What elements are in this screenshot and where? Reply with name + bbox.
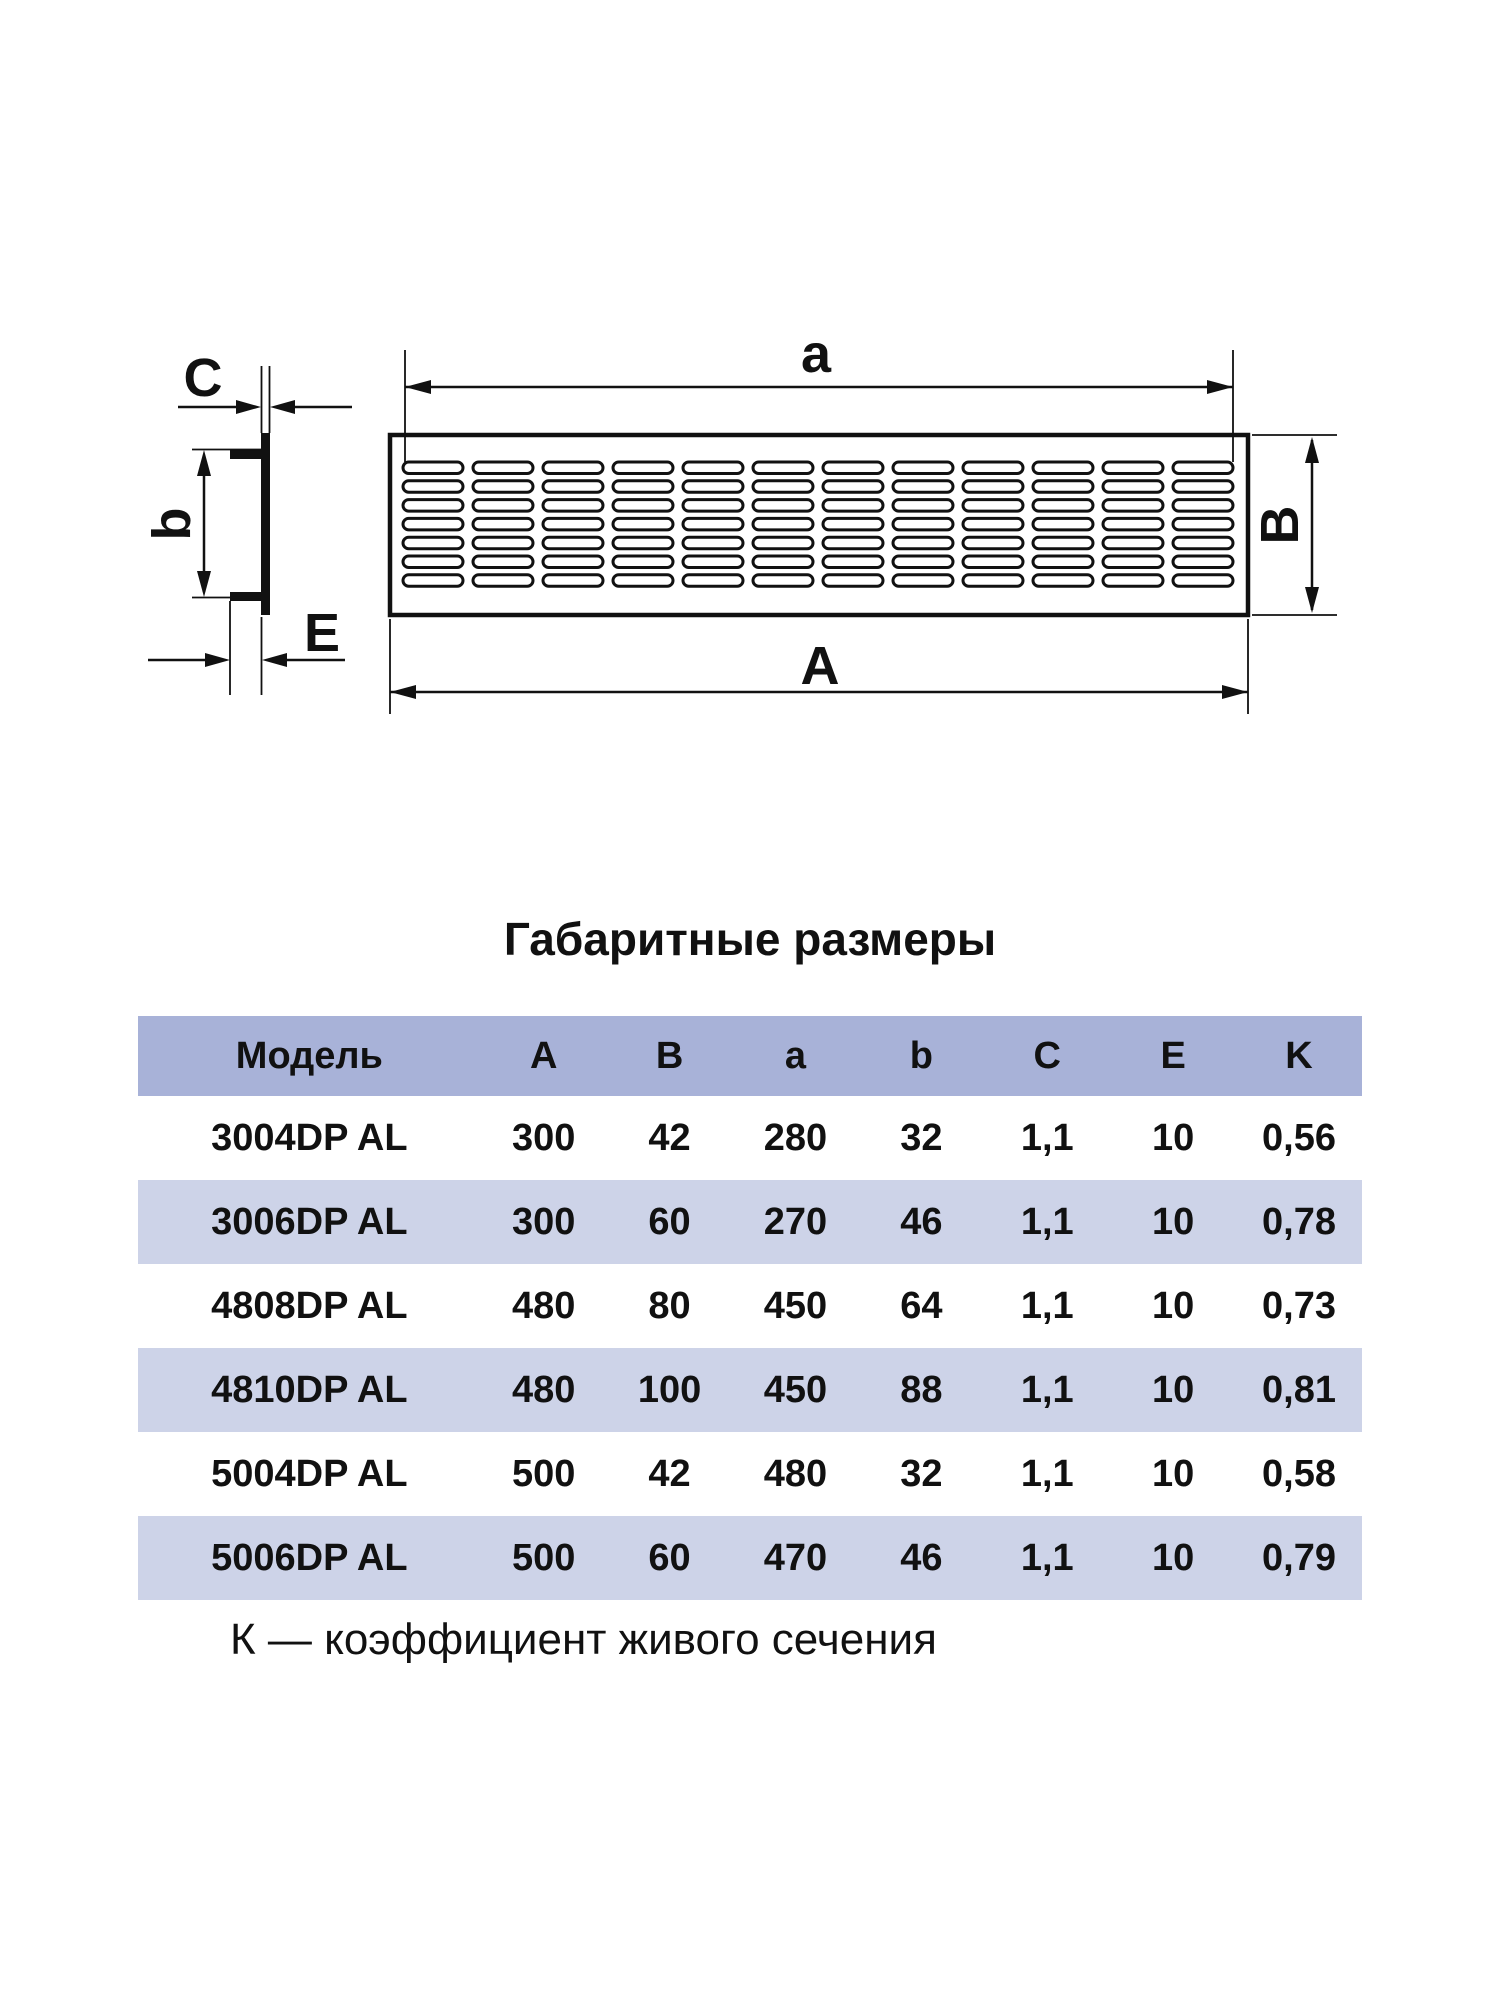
- grille-slot: [683, 537, 743, 549]
- grille-slot: [1103, 500, 1163, 512]
- grille-slot: [1103, 481, 1163, 493]
- header-cell-3: a: [784, 1035, 807, 1077]
- footnote: К — коэффициент живого сечения: [230, 1615, 937, 1664]
- grille-slot: [683, 575, 743, 587]
- header-cell-7: K: [1285, 1035, 1313, 1077]
- profile-bar: [261, 433, 270, 615]
- value-cell: 1,1: [1020, 1537, 1074, 1579]
- value-cell: 60: [648, 1201, 691, 1243]
- grille-slot: [403, 537, 463, 549]
- value-cell: 10: [1151, 1117, 1195, 1159]
- grille-slot: [473, 518, 533, 530]
- dim-label-a: a: [800, 324, 832, 384]
- grille-slot: [683, 556, 743, 568]
- grille-slot: [403, 462, 463, 474]
- value-cell: 60: [648, 1537, 691, 1579]
- value-cell: 0,81: [1262, 1369, 1336, 1411]
- table-row-4808DP AL: [138, 1264, 1362, 1348]
- grille-slot: [893, 462, 953, 474]
- grille-slot: [543, 537, 603, 549]
- header-cell-4: b: [909, 1035, 933, 1077]
- grille-slot: [543, 481, 603, 493]
- value-cell: 450: [763, 1285, 828, 1327]
- dim-label-C: C: [183, 348, 223, 408]
- value-cell: 480: [511, 1369, 576, 1411]
- grille-slot: [473, 556, 533, 568]
- grille-slot: [753, 500, 813, 512]
- grille-slot: [1103, 462, 1163, 474]
- grille-slot: [1033, 556, 1093, 568]
- grille-slot: [963, 500, 1023, 512]
- grille-slot: [473, 500, 533, 512]
- grille-slot: [963, 462, 1023, 474]
- value-cell: 42: [648, 1453, 691, 1495]
- grille-slot: [753, 518, 813, 530]
- grille-slot: [1173, 537, 1233, 549]
- value-cell: 32: [900, 1453, 943, 1495]
- grille-slot: [543, 462, 603, 474]
- value-cell: 0,73: [1262, 1285, 1336, 1327]
- value-cell: 10: [1151, 1201, 1195, 1243]
- grille-slot: [1033, 575, 1093, 587]
- grille-slot: [893, 518, 953, 530]
- grille-slot: [613, 500, 673, 512]
- grille-slot: [893, 575, 953, 587]
- grille-slot: [823, 556, 883, 568]
- grille-slot: [753, 537, 813, 549]
- grille-slot: [473, 481, 533, 493]
- header-cell-0: Модель: [235, 1035, 383, 1077]
- table-row-5004DP AL: [138, 1432, 1362, 1516]
- grille-slot: [1033, 537, 1093, 549]
- value-cell: 1,1: [1020, 1201, 1074, 1243]
- grille-slot: [543, 518, 603, 530]
- dim-label-B: B: [1250, 505, 1310, 545]
- value-cell: 88: [900, 1369, 943, 1411]
- grille-slot: [1033, 481, 1093, 493]
- grille-front-view: [390, 435, 1248, 615]
- dimension-drawing: [0, 0, 1500, 800]
- grille-slot: [1173, 556, 1233, 568]
- value-cell: 0,79: [1262, 1537, 1336, 1579]
- grille-slot: [1173, 575, 1233, 587]
- grille-slot: [753, 462, 813, 474]
- value-cell: 500: [511, 1537, 576, 1579]
- table-row-5006DP AL: [138, 1516, 1362, 1600]
- grille-slot: [963, 537, 1023, 549]
- grille-slot: [823, 500, 883, 512]
- grille-slot: [1103, 556, 1163, 568]
- model-cell: 3004DP AL: [211, 1117, 408, 1159]
- value-cell: 1,1: [1020, 1453, 1074, 1495]
- value-cell: 300: [511, 1117, 576, 1159]
- value-cell: 32: [900, 1117, 943, 1159]
- dim-label-E: E: [303, 603, 341, 663]
- grille-slot: [1033, 462, 1093, 474]
- value-cell: 0,78: [1262, 1201, 1336, 1243]
- value-cell: 280: [763, 1117, 828, 1159]
- model-cell: 5006DP AL: [211, 1537, 408, 1579]
- grille-slot: [893, 500, 953, 512]
- grille-slot: [473, 462, 533, 474]
- value-cell: 0,56: [1262, 1117, 1336, 1159]
- value-cell: 10: [1151, 1369, 1195, 1411]
- grille-slot: [613, 481, 673, 493]
- dim-B: [1250, 435, 1337, 615]
- value-cell: 10: [1151, 1537, 1195, 1579]
- grille-slot: [1103, 518, 1163, 530]
- grille-slot: [823, 575, 883, 587]
- value-cell: 1,1: [1020, 1117, 1074, 1159]
- value-cell: 42: [648, 1117, 691, 1159]
- dimensions-table: [138, 1016, 1362, 1600]
- dim-A: [390, 619, 1248, 714]
- grille-slot: [893, 481, 953, 493]
- grille-slot: [403, 518, 463, 530]
- grille-slot: [403, 481, 463, 493]
- table-row-4810DP AL: [138, 1348, 1362, 1432]
- table-row-3006DP AL: [138, 1180, 1362, 1264]
- value-cell: 500: [511, 1453, 576, 1495]
- grille-slot: [543, 575, 603, 587]
- header-cell-2: B: [655, 1035, 684, 1077]
- grille-slot: [963, 575, 1023, 587]
- grille-slot: [1103, 537, 1163, 549]
- value-cell: 46: [900, 1537, 943, 1579]
- header-cell-1: A: [529, 1035, 558, 1077]
- model-cell: 4810DP AL: [211, 1369, 408, 1411]
- value-cell: 480: [763, 1453, 828, 1495]
- grille-slot: [963, 556, 1023, 568]
- grille-slot: [823, 518, 883, 530]
- grille-slot: [543, 500, 603, 512]
- grille-slot: [403, 575, 463, 587]
- table-body: [138, 1096, 1362, 1600]
- page-title: Габаритные размеры: [503, 913, 997, 965]
- value-cell: 1,1: [1020, 1285, 1074, 1327]
- grille-slot: [683, 500, 743, 512]
- grille-slot: [613, 518, 673, 530]
- grille-slot: [823, 537, 883, 549]
- value-cell: 10: [1151, 1285, 1195, 1327]
- header-cell-5: C: [1033, 1035, 1061, 1077]
- grille-slot: [753, 556, 813, 568]
- grille-slot: [1173, 500, 1233, 512]
- value-cell: 10: [1151, 1453, 1195, 1495]
- value-cell: 300: [511, 1201, 576, 1243]
- value-cell: 470: [763, 1537, 828, 1579]
- grille-slot: [613, 556, 673, 568]
- grille-slot: [1103, 575, 1163, 587]
- value-cell: 100: [637, 1369, 702, 1411]
- grille-slot: [753, 481, 813, 493]
- grille-slot: [753, 575, 813, 587]
- grille-slot: [823, 462, 883, 474]
- grille-slot: [473, 537, 533, 549]
- grille-slot: [613, 537, 673, 549]
- profile-tab-bottom: [230, 592, 262, 601]
- value-cell: 270: [763, 1201, 828, 1243]
- table-header-row: [138, 1016, 1362, 1096]
- value-cell: 46: [900, 1201, 943, 1243]
- dim-C: [178, 348, 352, 414]
- value-cell: 480: [511, 1285, 576, 1327]
- profile-tab-top: [230, 450, 262, 459]
- grille-slot: [613, 575, 673, 587]
- grille-slot: [613, 462, 673, 474]
- table-row-3004DP AL: [138, 1096, 1362, 1180]
- grille-slot: [893, 537, 953, 549]
- grille-slot: [893, 556, 953, 568]
- dim-label-b: b: [142, 507, 202, 541]
- grille-slot: [403, 500, 463, 512]
- value-cell: 450: [763, 1369, 828, 1411]
- grille-slot: [1173, 481, 1233, 493]
- grille-slot: [1173, 518, 1233, 530]
- value-cell: 80: [648, 1285, 691, 1327]
- model-cell: 5004DP AL: [211, 1453, 408, 1495]
- grille-slot: [823, 481, 883, 493]
- grille-slot: [473, 575, 533, 587]
- grille-slot: [1033, 500, 1093, 512]
- header-cell-6: E: [1160, 1035, 1186, 1077]
- dim-E: [148, 601, 345, 695]
- value-cell: 64: [900, 1285, 943, 1327]
- grille-slot: [1033, 518, 1093, 530]
- model-cell: 3006DP AL: [211, 1201, 408, 1243]
- grille-slot: [683, 462, 743, 474]
- grille-slot: [963, 518, 1023, 530]
- value-cell: 0,58: [1262, 1453, 1336, 1495]
- model-cell: 4808DP AL: [211, 1285, 408, 1327]
- grille-slot: [963, 481, 1023, 493]
- grille-slot: [683, 481, 743, 493]
- grille-slot: [543, 556, 603, 568]
- dim-label-A: A: [800, 636, 840, 696]
- dim-b: [142, 450, 261, 598]
- value-cell: 1,1: [1020, 1369, 1074, 1411]
- grille-slot: [1173, 462, 1233, 474]
- grille-slot: [683, 518, 743, 530]
- grille-slot: [403, 556, 463, 568]
